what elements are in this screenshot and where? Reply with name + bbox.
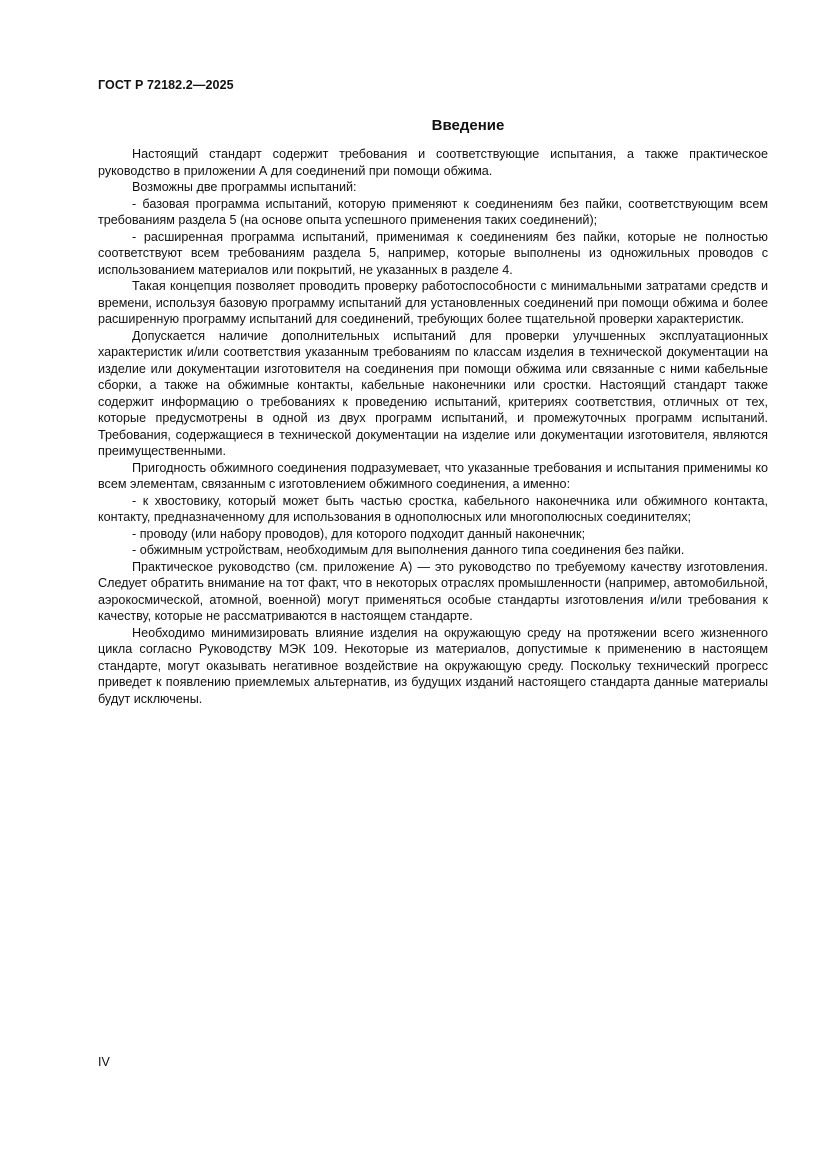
list-item: - расширенная программа испытаний, применимая к соединениям без пайки, которые не полностью соответствуют всем требованиям раздела 5, например, которые выполнены из одножильных проводов с использованием материалов или покрытий, не указанных в разделе 4. <box>98 229 768 277</box>
paragraph: Настоящий стандарт содержит требования и соответствующие испытания, а также практическое руководство в приложении А для соединений при помощи обжима. <box>98 147 768 178</box>
list-item: - обжимным устройствам, необходимым для выполнения данного типа соединения без пайки. <box>132 543 685 557</box>
list-item: - проводу (или набору проводов), для которого подходит данный наконечник; <box>132 526 586 541</box>
list-item: - базовая программа испытаний, которую применяют к соединениям без пайки, соответствующим всем требованиям раздела 5 (на основе опыта успешного применения таких соединений); <box>98 196 768 227</box>
section-body <box>98 146 768 707</box>
list-item: - к хвостовику, который может быть частью сростка, кабельного наконечника или обжимного контакта, контакту, предназначенному для использования в однополюсных или многополюсных соединителях; <box>98 493 768 524</box>
paragraph: Практическое руководство (см. приложение А) — это руководство по требуемому качеству изготовления. Следует обратить внимание на тот факт, что в некоторых отраслях промышленности (например, автомобильной, аэрокосмической, атомной, военной) могут применяться особые стандарты изготовления и/или требования к качеству, которые не рассматриваются в настоящем стандарте. <box>98 559 768 623</box>
paragraph: Допускается наличие дополнительных испытаний для проверки улучшенных эксплуатационных характеристик и/или соответствия указанным требованиям по классам изделия в технической документации на изделие или документации изготовителя на соединения при помощи обжима или связанные с ними кабельные сборки, а также на обжимные контакты, кабельные наконечники или сростки. Настоящий стандарт также содержит информацию о требованиях к проведению испытаний, критериях соответствия, отличных от тех, которые предусмотрены в одной из двух программ испытаний, и промежуточных программ испытаний. Требования, содержащиеся в технической документации на изделие или документации изготовителя, являются преимущественными. <box>98 328 768 458</box>
section-title: Введение <box>431 117 505 134</box>
paragraph: Такая концепция позволяет проводить проверку работоспособности с минимальными затратами средств и времени, используя базовую программу испытаний для установленных соединений при помощи обжима и более расширенную программу испытаний для соединений, требующих более тщательной проверки характеристик. <box>98 279 768 326</box>
document-code: ГОСТ Р 72182.2—2025 <box>98 78 234 92</box>
paragraph: Необходимо минимизировать влияние изделия на окружающую среду на протяжении всего жизненного цикла согласно Руководству МЭК 109. Некоторые из материалов, допустимые к применению в настоящем стандарте, могут оказывать негативное воздействие на окружающую среду. Поскольку технический прогресс приведет к появлению приемлемых альтернатив, из будущих изданий настоящего стандарта данные материалы будут исключены. <box>98 625 768 706</box>
page-number: IV <box>98 1055 110 1069</box>
paragraph: Возможны две программы испытаний: <box>132 180 357 194</box>
paragraph: Пригодность обжимного соединения подразумевает, что указанные требования и испытания применимы ко всем элементам, связанным с изготовлением обжимного соединения, а именно: <box>98 460 768 491</box>
